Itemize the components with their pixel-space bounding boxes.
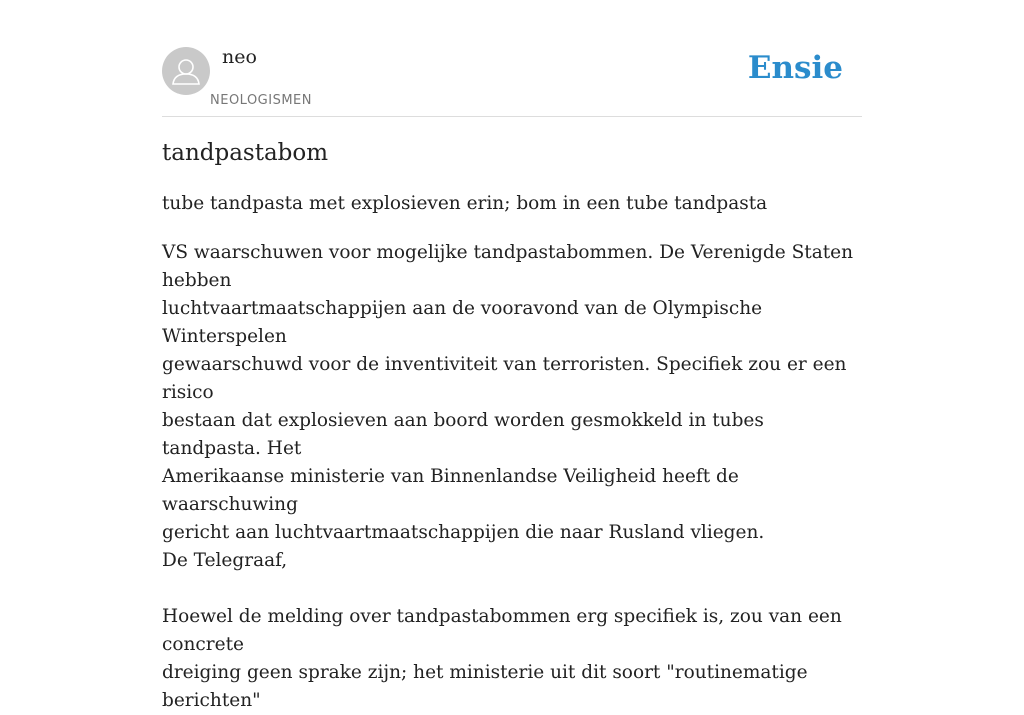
followup-line: dreiging geen sprake zijn; het ministerie uit dit soort "routinematige berichten" [162, 662, 808, 711]
entry-term: tandpastabom [162, 140, 329, 166]
example-source: De Telegraaf, [162, 550, 288, 571]
avatar[interactable] [162, 47, 210, 95]
paragraph-spacer [162, 575, 867, 603]
followup-line: Hoewel de melding over tandpastabommen erg specifiek is, zou van een concrete [162, 606, 842, 655]
entry-example [162, 239, 867, 715]
example-line: luchtvaartmaatschappijen aan de vooravond van de Olympische Winterspelen [162, 298, 763, 347]
site-logo[interactable]: Ensie [747, 50, 843, 86]
example-line: VS waarschuwen voor mogelijke tandpastabommen. De Verenigde Staten hebben [162, 242, 854, 291]
category-link[interactable]: NEOLOGISMEN [210, 93, 312, 108]
username-link[interactable]: neo [222, 46, 257, 68]
example-line: gericht aan luchtvaartmaatschappijen die naar Rusland vliegen. [162, 522, 765, 543]
example-line: gewaarschuwd voor de inventiviteit van terroristen. Specifiek zou er een risico [162, 354, 847, 403]
header [162, 40, 862, 117]
user-silhouette-icon [162, 47, 210, 95]
example-line: Amerikaanse ministerie van Binnenlandse Veiligheid heeft de waarschuwing [162, 466, 739, 515]
entry-definition: tube tandpasta met explosieven erin; bom in een tube tandpasta [162, 193, 768, 214]
example-line: bestaan dat explosieven aan boord worden gesmokkeld in tubes tandpasta. Het [162, 410, 764, 459]
